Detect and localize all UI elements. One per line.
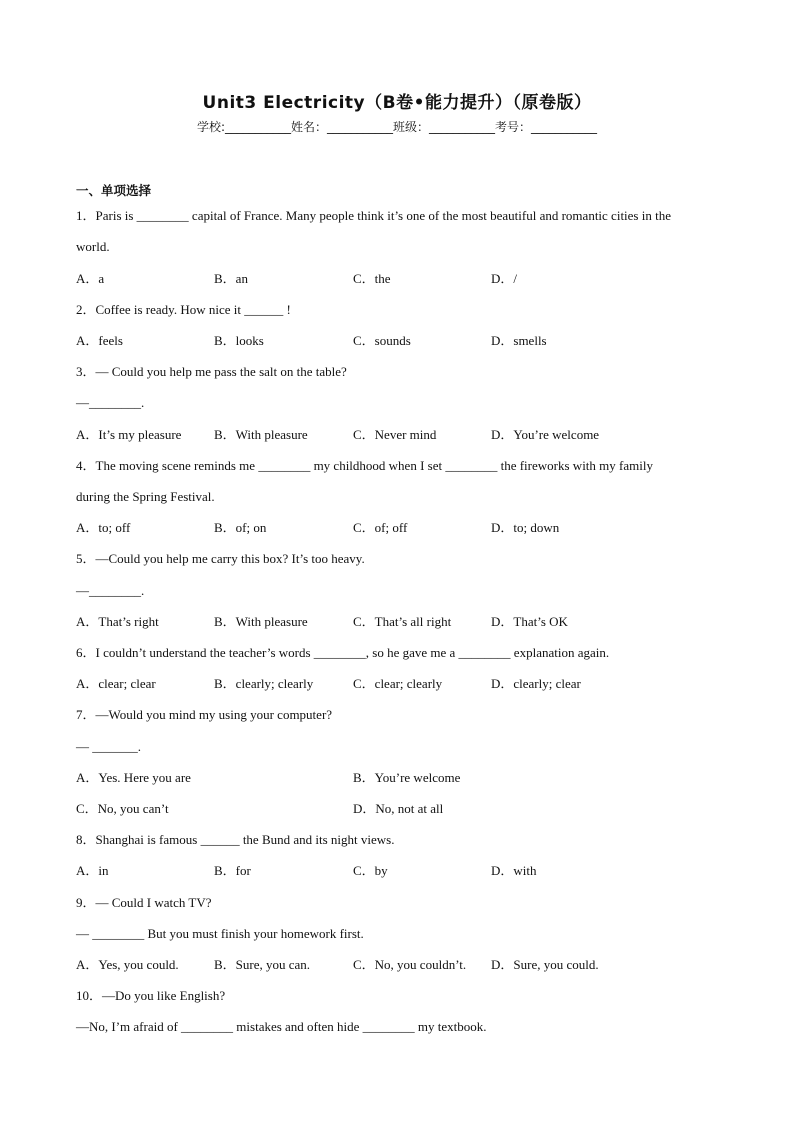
option-d: D．to; down [491, 520, 560, 535]
option-b: B．of; on [214, 520, 267, 535]
option-d: D．You’re welcome [491, 427, 600, 442]
option-c: C．by [353, 863, 388, 878]
option-b: B．With pleasure [214, 427, 308, 442]
question-line: 1．Paris is ________ capital of France. Many people think it’s one of the most beautiful and romantic cities in the [76, 208, 671, 223]
option-b: B．You’re welcome [353, 770, 461, 785]
question-line: 8．Shanghai is famous ______ the Bund and its night views. [76, 832, 395, 847]
option-d: D．/ [491, 271, 518, 286]
student-info-line: 学校:___________姓名：___________班级：___________考号：___________ [196, 120, 598, 134]
option-a: A．feels [76, 333, 123, 348]
question-line: 9．— Could I watch TV? [76, 895, 212, 910]
question-line: — _______. [76, 739, 141, 754]
option-c: C．clear; clearly [353, 676, 443, 691]
question-line: 10．—Do you like English? [76, 988, 226, 1003]
option-b: B．With pleasure [214, 614, 308, 629]
option-a: A．clear; clear [76, 676, 156, 691]
option-b: B．looks [214, 333, 264, 348]
option-b: B．for [214, 863, 251, 878]
option-c: C．No, you couldn’t. [353, 957, 467, 972]
option-c: C．That’s all right [353, 614, 452, 629]
option-d: D．smells [491, 333, 547, 348]
option-d: D．That’s OK [491, 614, 568, 629]
section-title: 一、单项选择 [76, 183, 152, 198]
question-line: world. [76, 239, 110, 254]
question-line: 3．— Could you help me pass the salt on the table? [76, 364, 347, 379]
option-a: A．in [76, 863, 109, 878]
option-a: A．Yes. Here you are [76, 770, 191, 785]
question-line: 6．I couldn’t understand the teacher’s words ________, so he gave me a ________ explanation again. [76, 645, 610, 660]
option-b: B．Sure, you can. [214, 957, 311, 972]
option-b: B．clearly; clearly [214, 676, 314, 691]
option-c: C．the [353, 271, 391, 286]
option-d: D．Sure, you could. [491, 957, 599, 972]
question-line: during the Spring Festival. [76, 489, 215, 504]
option-a: A．It’s my pleasure [76, 427, 182, 442]
option-c: C．No, you can’t [76, 801, 169, 816]
option-c: C．sounds [353, 333, 411, 348]
question-line: 5．—Could you help me carry this box? It’s too heavy. [76, 551, 365, 566]
option-a: A．That’s right [76, 614, 159, 629]
option-b: B．an [214, 271, 248, 286]
question-line: —________. [76, 395, 145, 410]
question-line: 4．The moving scene reminds me ________ my childhood when I set ________ the fireworks with my family [76, 458, 653, 473]
question-line: 7．—Would you mind my using your computer? [76, 707, 333, 722]
option-d: D．with [491, 863, 537, 878]
option-c: C．of; off [353, 520, 408, 535]
option-d: D．No, not at all [353, 801, 444, 816]
page-title: Unit3 Electricity（B卷•能力提升）（原卷版） [202, 93, 592, 113]
option-a: A．Yes, you could. [76, 957, 179, 972]
option-a: A．to; off [76, 520, 131, 535]
question-line: —________. [76, 583, 145, 598]
option-d: D．clearly; clear [491, 676, 581, 691]
question-line: — ________ But you must finish your homework first. [76, 926, 364, 941]
option-a: A．a [76, 271, 105, 286]
question-line: —No, I’m afraid of ________ mistakes and often hide ________ my textbook. [76, 1019, 487, 1034]
option-c: C．Never mind [353, 427, 437, 442]
question-line: 2．Coffee is ready. How nice it ______ ! [76, 302, 291, 317]
